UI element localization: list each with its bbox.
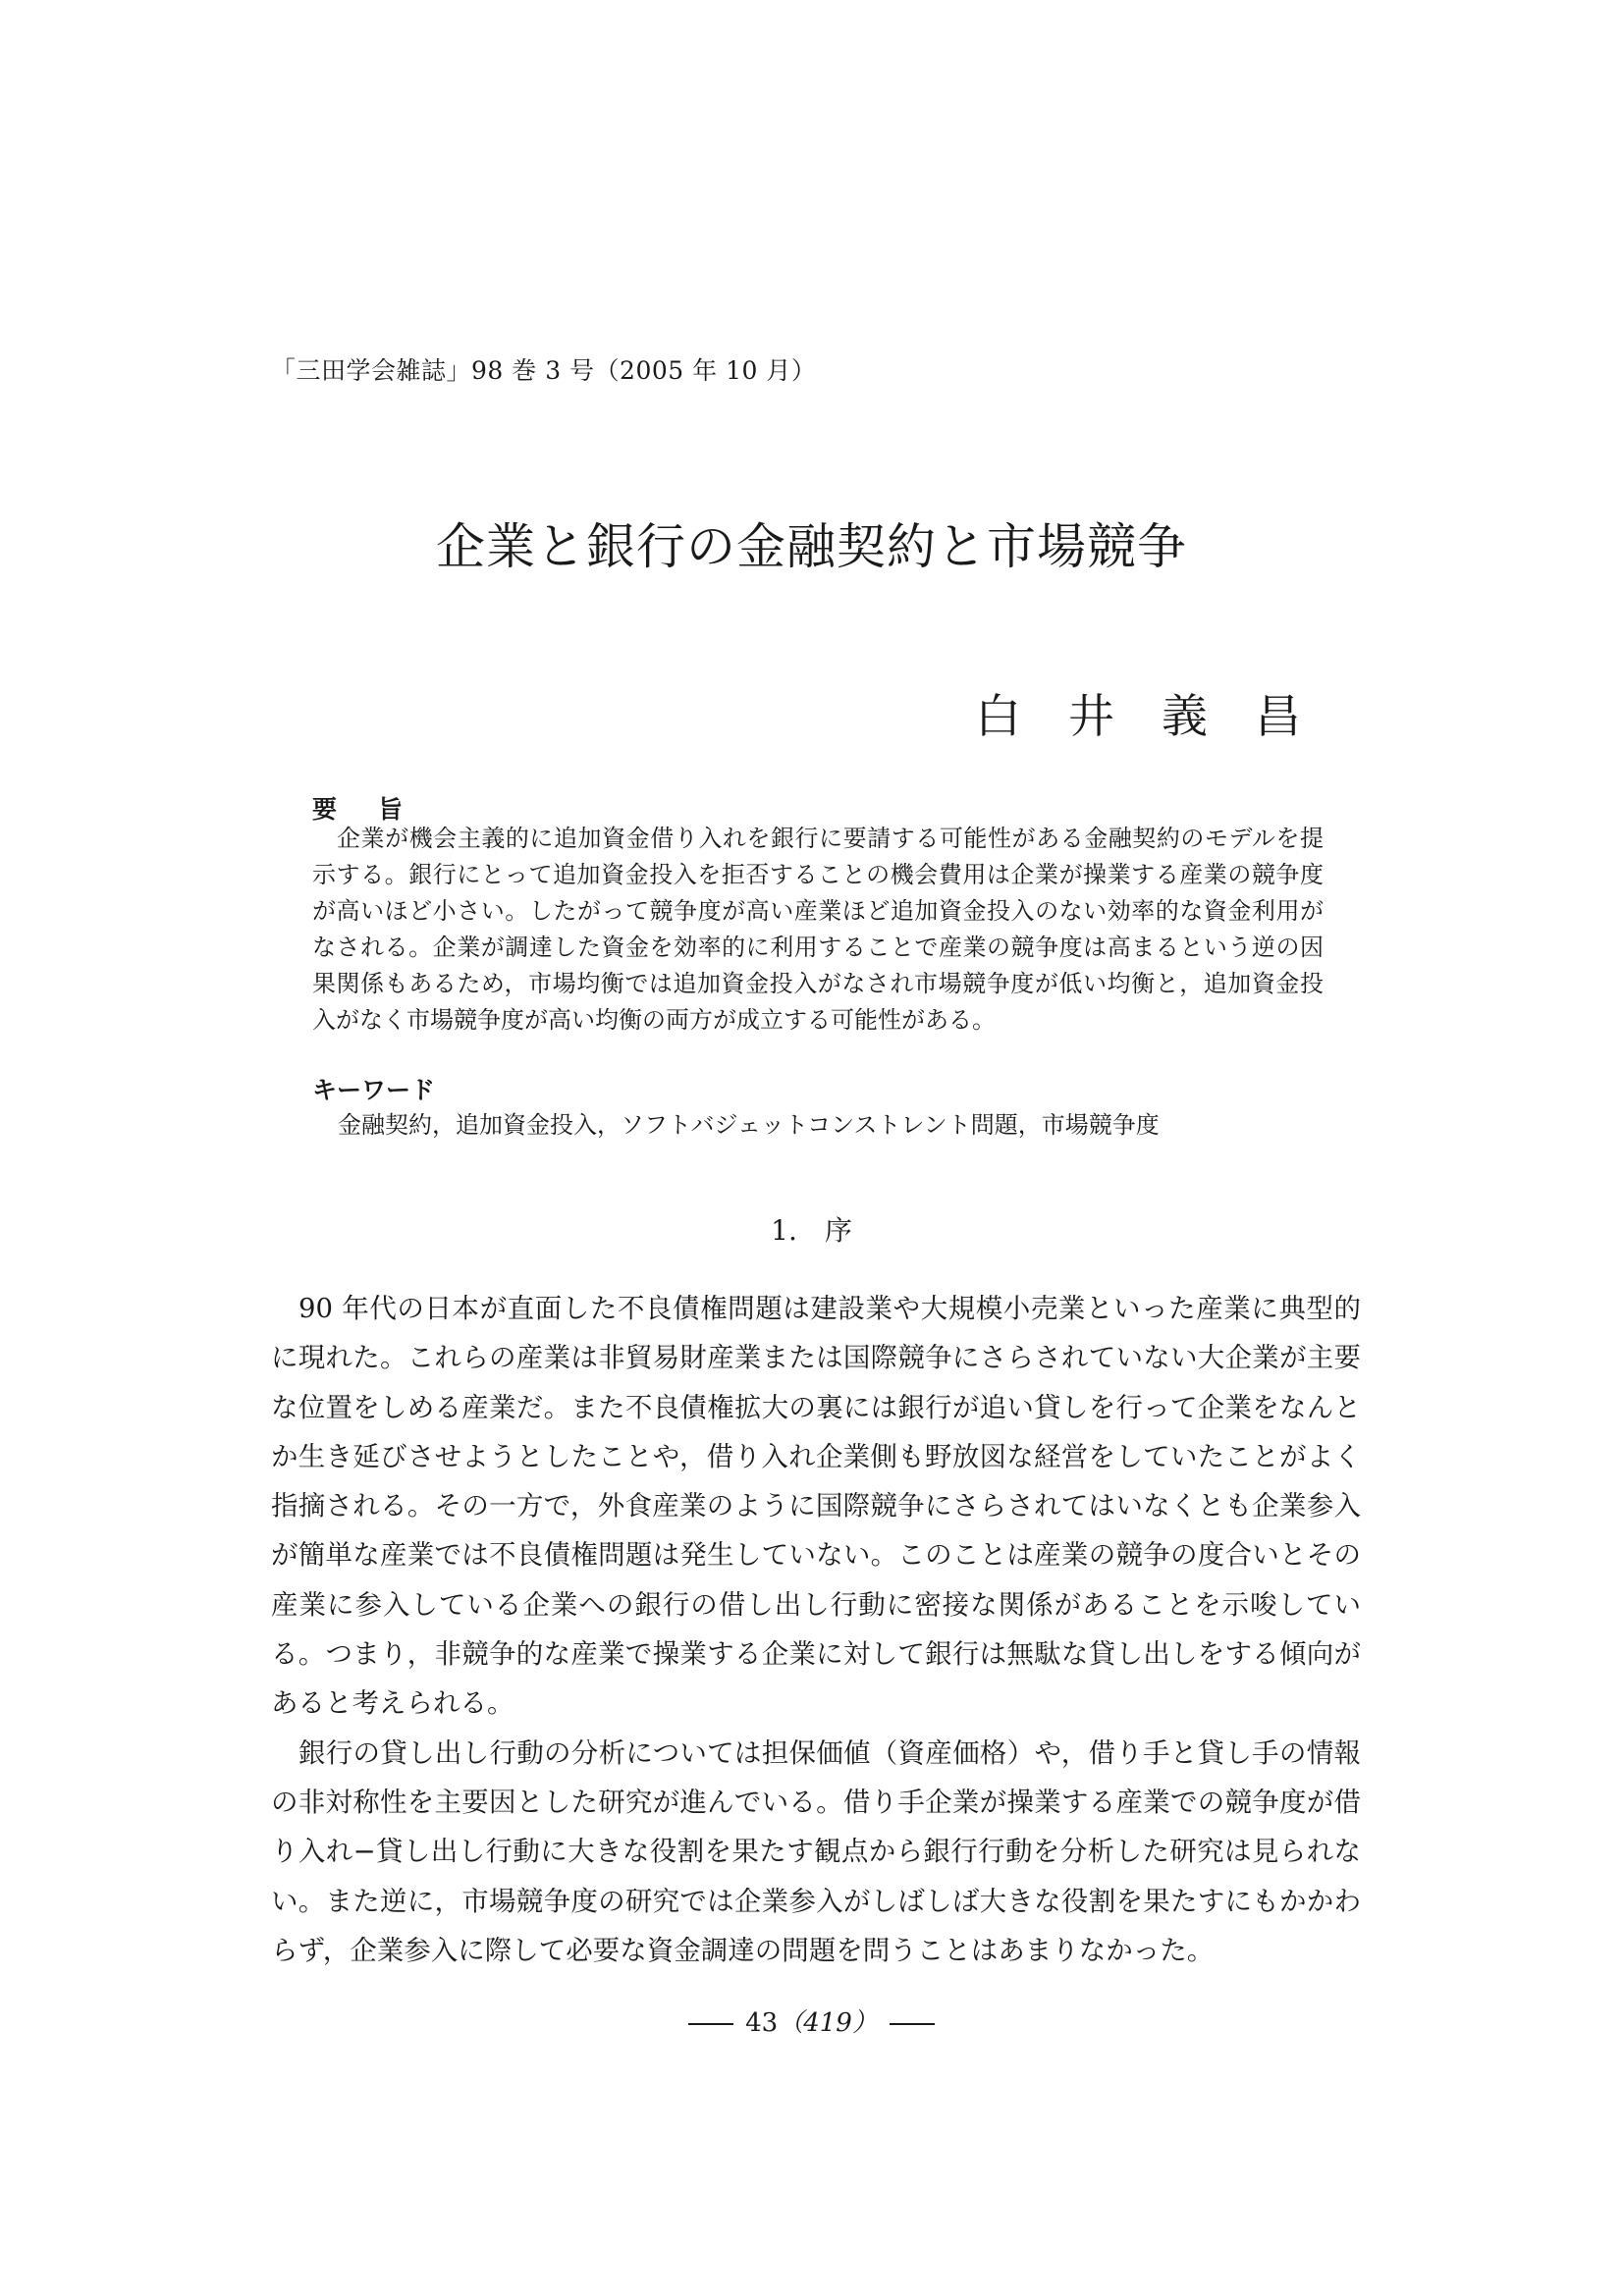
abstract-body: 企業が機会主義的に追加資金借り入れを銀行に要請する可能性がある金融契約のモデルを提示する。銀行にとって追加資金投入を拒否することの機会費用は企業が操業する産業の競争度が高いほど小さい。したがって競争度が高い産業ほど追加資金投入のない効率的な資金利用がなされる。企業が調達した資金を効率的に利用することで産業の競争度は高まるという逆の因果関係もあるため，市場均衡では追加資金投入がなされ市場競争度が低い均衡と，追加資金投入がなく市場競争度が高い均衡の両方が成立する可能性がある。 — [312, 825, 1324, 1034]
keywords-heading: キーワード — [312, 1076, 436, 1104]
body-paragraph: 銀行の貸し出し行動の分析については担保価値（資産価格）や，借り手と貸し手の情報の非対称性を主要因とした研究が進んでいる。借り手企業が操業する産業での競争度が借り入れ−貸し出し行動に大きな役割を果たす観点から銀行行動を分析した研究は見られない。また逆に，市場競争度の研究では企業参入がしばしば大きな役割を果たすにもかかわらず，企業参入に際して必要な資金調達の問題を問うことはあまりなかった。 — [271, 1736, 1361, 1966]
body-paragraph: 90 年代の日本が直面した不良債権問題は建設業や大規模小売業といった産業に典型的に現れた。これらの産業は非貿易財産業または国際競争にさらされていない大企業が主要な位置をしめる産業だ。また不良債権拡大の裏には銀行が追い貸しを行って企業をなんとか生き延びさせようとしたことや，借り入れ企業側も野放図な経営をしていたことがよく指摘される。その一方で，外食産業のように国際競争にさらされてはいなくとも企業参入が簡単な産業では不良債権問題は発生していない。このことは産業の競争の度合いとその産業に参入している企業への銀行の借し出し行動に密接な関係があることを示唆している。つまり，非競争的な産業で操業する企業に対して銀行は無駄な貸し出しをする傾向があると考えられる。 — [271, 1293, 1361, 1720]
keywords-list: 金融契約，追加資金投入，ソフトバジェットコンストレント問題，市場競争度 — [338, 1111, 1160, 1139]
folio-dash-left — [688, 2023, 733, 2025]
journal-header: 「三田学会雑誌」98 巻 3 号（2005 年 10 月） — [271, 356, 817, 385]
article-title: 企業と銀行の金融契約と市場競争 — [436, 518, 1187, 575]
page-number-total: （419） — [778, 2008, 878, 2038]
abstract-heading: 要旨 — [312, 795, 445, 824]
page-number — [0, 2002, 1623, 2039]
section-heading: 1. 序 — [771, 1214, 852, 1247]
body-text — [271, 1284, 1361, 1975]
author-name: 白井義昌 — [975, 690, 1348, 744]
folio-dash-right — [890, 2023, 935, 2025]
page-number-value: 43 — [745, 2008, 779, 2038]
